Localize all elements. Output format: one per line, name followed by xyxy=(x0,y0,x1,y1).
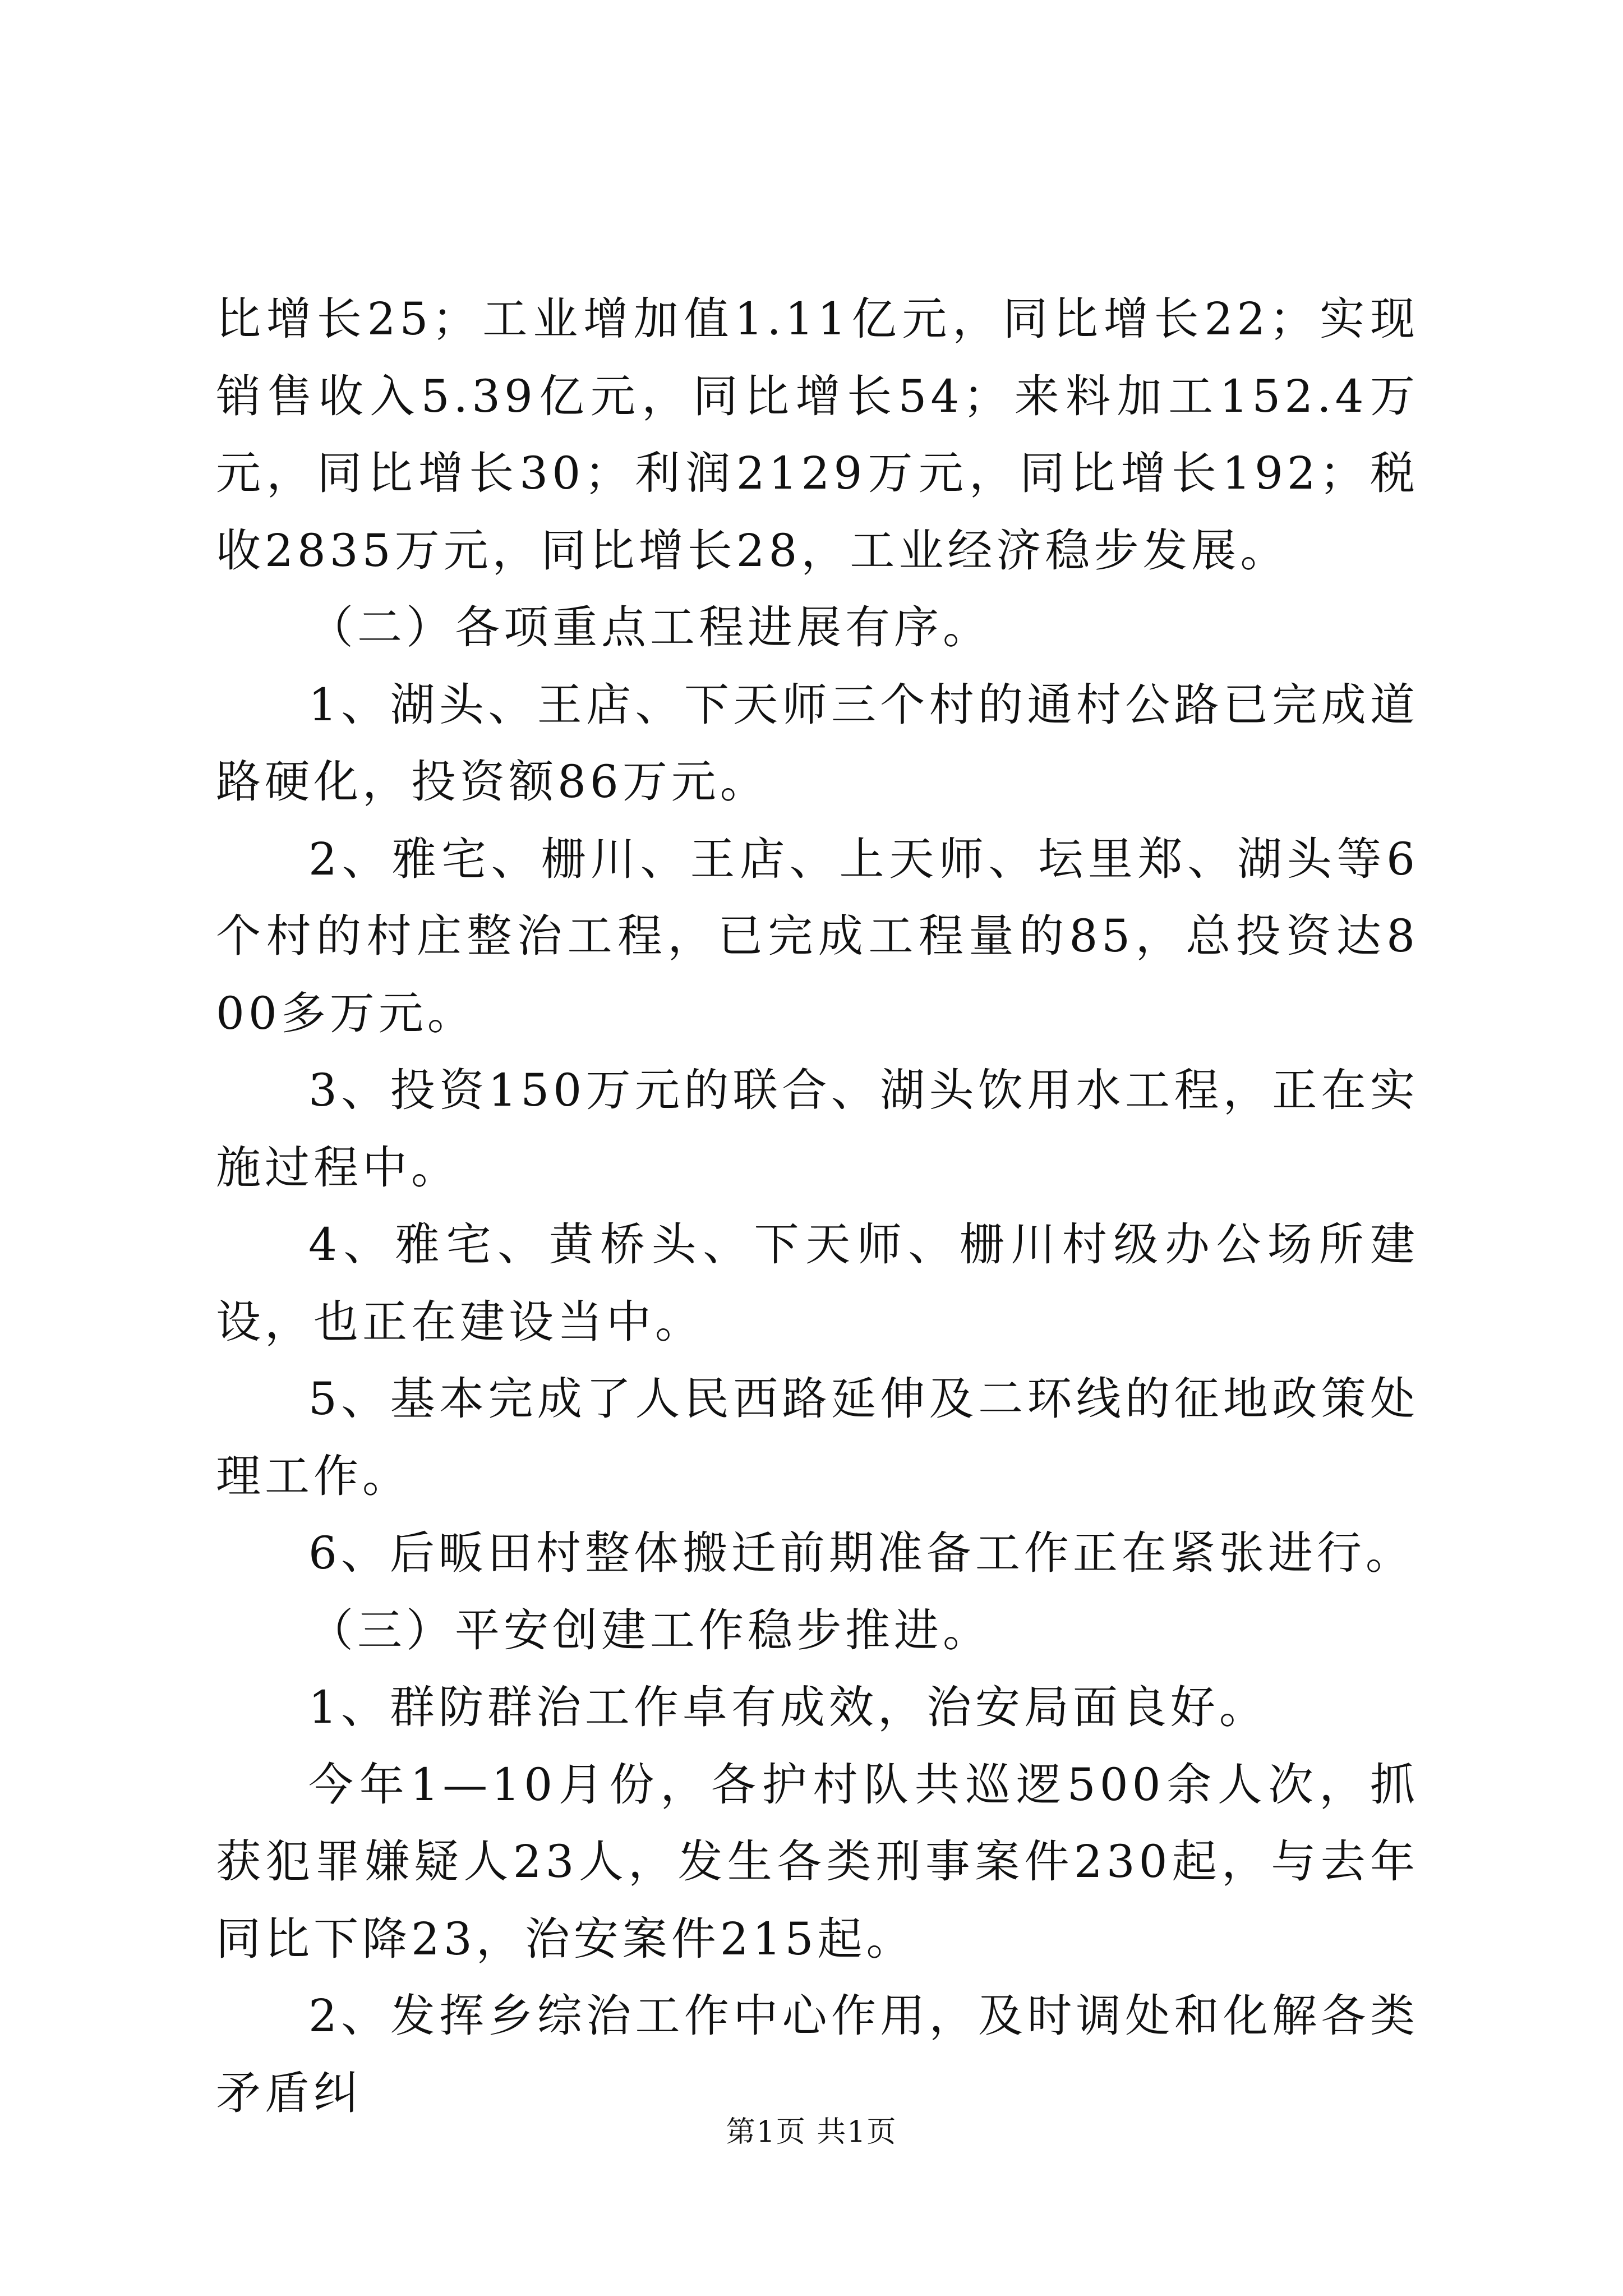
list-item-relocation: 6、后畈田村整体搬迁前期准备工作正在紧张进行。 xyxy=(308,1527,1414,1579)
list-item-water-project: 3、投资150万元的联合、湖头饮用水工程，正在实施过程中。 xyxy=(216,1064,1419,1194)
list-item-village-renovation: 2、雅宅、栅川、王店、上天师、坛里郑、湖头等6个村的村庄整治工程，已完成工程量的85，总投资达800多万元。 xyxy=(216,832,1419,1039)
section-heading-3: （三）平安创建工作稳步推进。 xyxy=(308,1604,992,1657)
document-body xyxy=(216,280,1419,2132)
list-item-land-acquisition: 5、基本完成了人民西路延伸及二环线的征地政策处理工作。 xyxy=(216,1373,1419,1502)
list-item-office-construction: 4、雅宅、黄桥头、下天师、栅川村级办公场所建设，也正在建设当中。 xyxy=(216,1218,1419,1348)
list-item-mediation: 2、发挥乡综治工作中心作用，及时调处和化解各类矛盾纠 xyxy=(216,1990,1419,2119)
paragraph-patrol-stats: 今年1—10月份，各护村队共巡逻500余人次，抓获犯罪嫌疑人23人，发生各类刑事案件230起，与去年同比下降23，治安案件215起。 xyxy=(216,1758,1419,1965)
paragraph-industry-stats: 比增长25；工业增加值1.11亿元，同比增长22；实现销售收入5.39亿元，同比增长54；来料加工152.4万元，同比增长30；利润2129万元，同比增长192；税收2835万元，同比增长28，工业经济稳步发展。 xyxy=(216,293,1419,577)
page-footer: 第1页 共1页 xyxy=(726,2115,897,2149)
list-item-public-security: 1、群防群治工作卓有成效，治安局面良好。 xyxy=(308,1681,1268,1733)
section-heading-2: （二）各项重点工程进展有序。 xyxy=(308,601,992,654)
list-item-road: 1、湖头、王店、下天师三个村的通村公路已完成道路硬化，投资额86万元。 xyxy=(216,678,1419,808)
